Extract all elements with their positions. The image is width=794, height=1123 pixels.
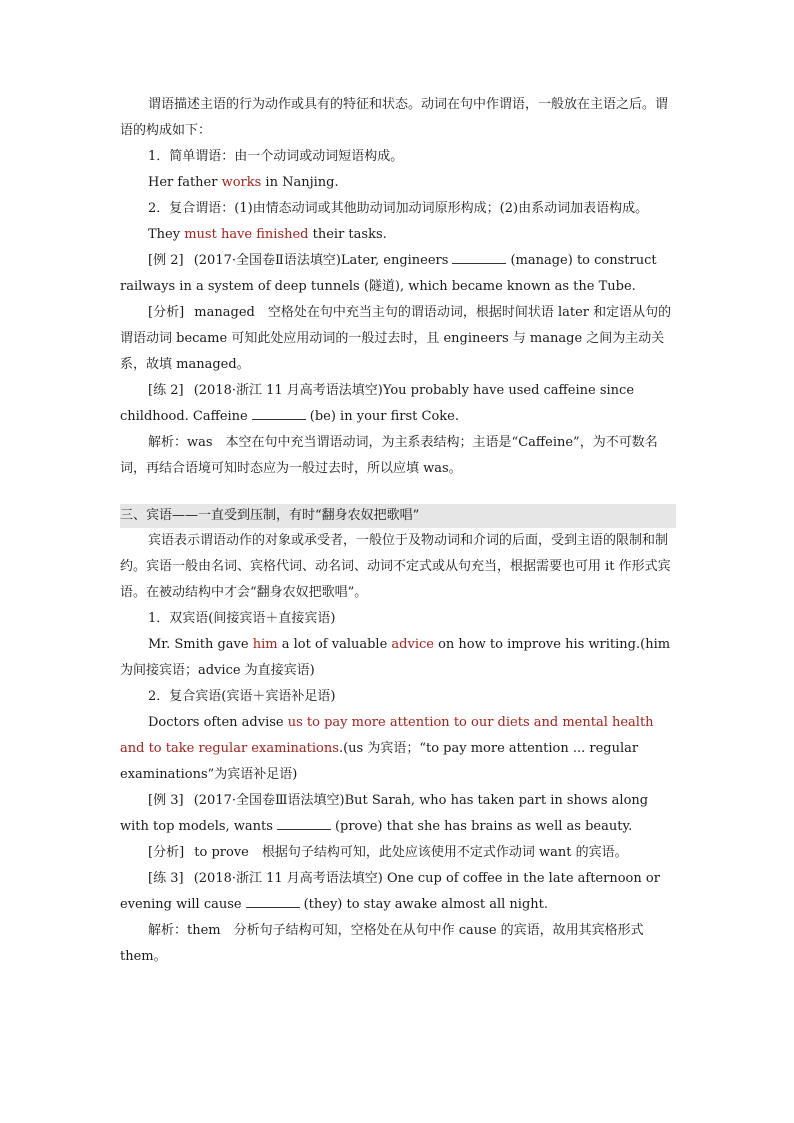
section-heading-object: 三、宾语——一直受到压制，有时“翻身农奴把歌唱” <box>120 504 676 528</box>
highlight-works: works <box>221 175 262 190</box>
simple-predicate-item: 1．简单谓语：由一个动词或动词短语构成。 <box>148 149 404 164</box>
practice-tag: [练 2] <box>148 383 184 398</box>
highlight-object-complement: us to pay more attention to our diets and mental health and to take regular examinations <box>120 715 654 756</box>
complex-object-item: 2．复合宾语(宾语＋宾语补足语) <box>148 689 336 704</box>
practice-tag: [练 3] <box>148 871 184 886</box>
answer-blank <box>277 817 331 830</box>
example-3: [例 3] (2017·全国卷Ⅲ语法填空)But Sarah, who has taken part in shows along with top models, wants (prove) that she has brains as well as beauty. <box>120 793 649 834</box>
answer-blank <box>252 407 306 420</box>
practice-2: [练 2] (2018·浙江 11 月高考语法填空)You probably have used caffeine since childhood. Caffeine (be) in your first Coke. <box>120 383 635 424</box>
example-2: [例 2] (2017·全国卷Ⅱ语法填空)Later, engineers (manage) to construct railways in a system of deep tunnels (隧道), which became known as the Tube. <box>120 253 657 294</box>
solution-2: 解析：was 本空在句中充当谓语动词，为主系表结构；主语是“Caffeine”，为不可数名词，再结合语境可知时态应为一般过去时，所以应填 was。 <box>120 435 658 476</box>
compound-predicate-item: 2．复合谓语：(1)由情态动词或其他助动词加动词原形构成；(2)由系动词加表语构成。 <box>148 201 649 216</box>
example-tag: [例 3] <box>148 793 184 808</box>
highlight-must-have-finished: must have finished <box>184 227 309 242</box>
practice-3: [练 3] (2018·浙江 11 月高考语法填空) One cup of coffee in the late afternoon or evening will cause (they) to stay awake almost all night. <box>120 871 660 912</box>
solution-3: 解析：them 分析句子结构可知，空格处在从句中作 cause 的宾语，故用其宾格形式 them。 <box>120 923 644 964</box>
analysis-3: [分析] to prove 根据句子结构可知，此处应该使用不定式作动词 want 的宾语。 <box>148 845 628 860</box>
document-page <box>120 92 676 970</box>
answer-blank <box>452 251 506 264</box>
analysis-tag: [分析] <box>148 845 185 860</box>
highlight-him: him <box>252 637 278 652</box>
example-sentence-1: Her father works in Nanjing. <box>148 175 339 190</box>
analysis-2: [分析] managed 空格处在句中充当主句的谓语动词，根据时间状语 later 和定语从句的谓语动词 became 可知此处应用动词的一般过去时，且 engineers 与 manage 之间为主动关系，故填 managed。 <box>120 305 672 372</box>
object-paragraph: 宾语表示谓语动作的对象或承受者，一般位于及物动词和介词的后面，受到主语的限制和制约。宾语一般由名词、宾格代词、动名词、动词不定式或从句充当，根据需要也可用 it 作形式宾语。在被动结构中才会“翻身农奴把歌唱”。 <box>120 533 671 600</box>
intro-paragraph: 谓语描述主语的行为动作或具有的特征和状态。动词在句中作谓语，一般放在主语之后。谓语的构成如下： <box>120 97 669 138</box>
analysis-tag: [分析] <box>148 305 185 320</box>
example-sentence-4: Doctors often advise us to pay more attention to our diets and mental health and to take regular examinations.(us 为宾语；“to pay more attention ... regular examinations”为宾语补足语) <box>120 715 654 782</box>
example-sentence-2: They must have finished their tasks. <box>148 227 387 242</box>
highlight-advice: advice <box>391 637 434 652</box>
double-object-item: 1．双宾语(间接宾语＋直接宾语) <box>148 611 336 626</box>
example-tag: [例 2] <box>148 253 184 268</box>
example-sentence-3: Mr. Smith gave him a lot of valuable advice on how to improve his writing.(him 为间接宾语；advice 为直接宾语) <box>120 637 671 678</box>
answer-blank <box>246 895 300 908</box>
